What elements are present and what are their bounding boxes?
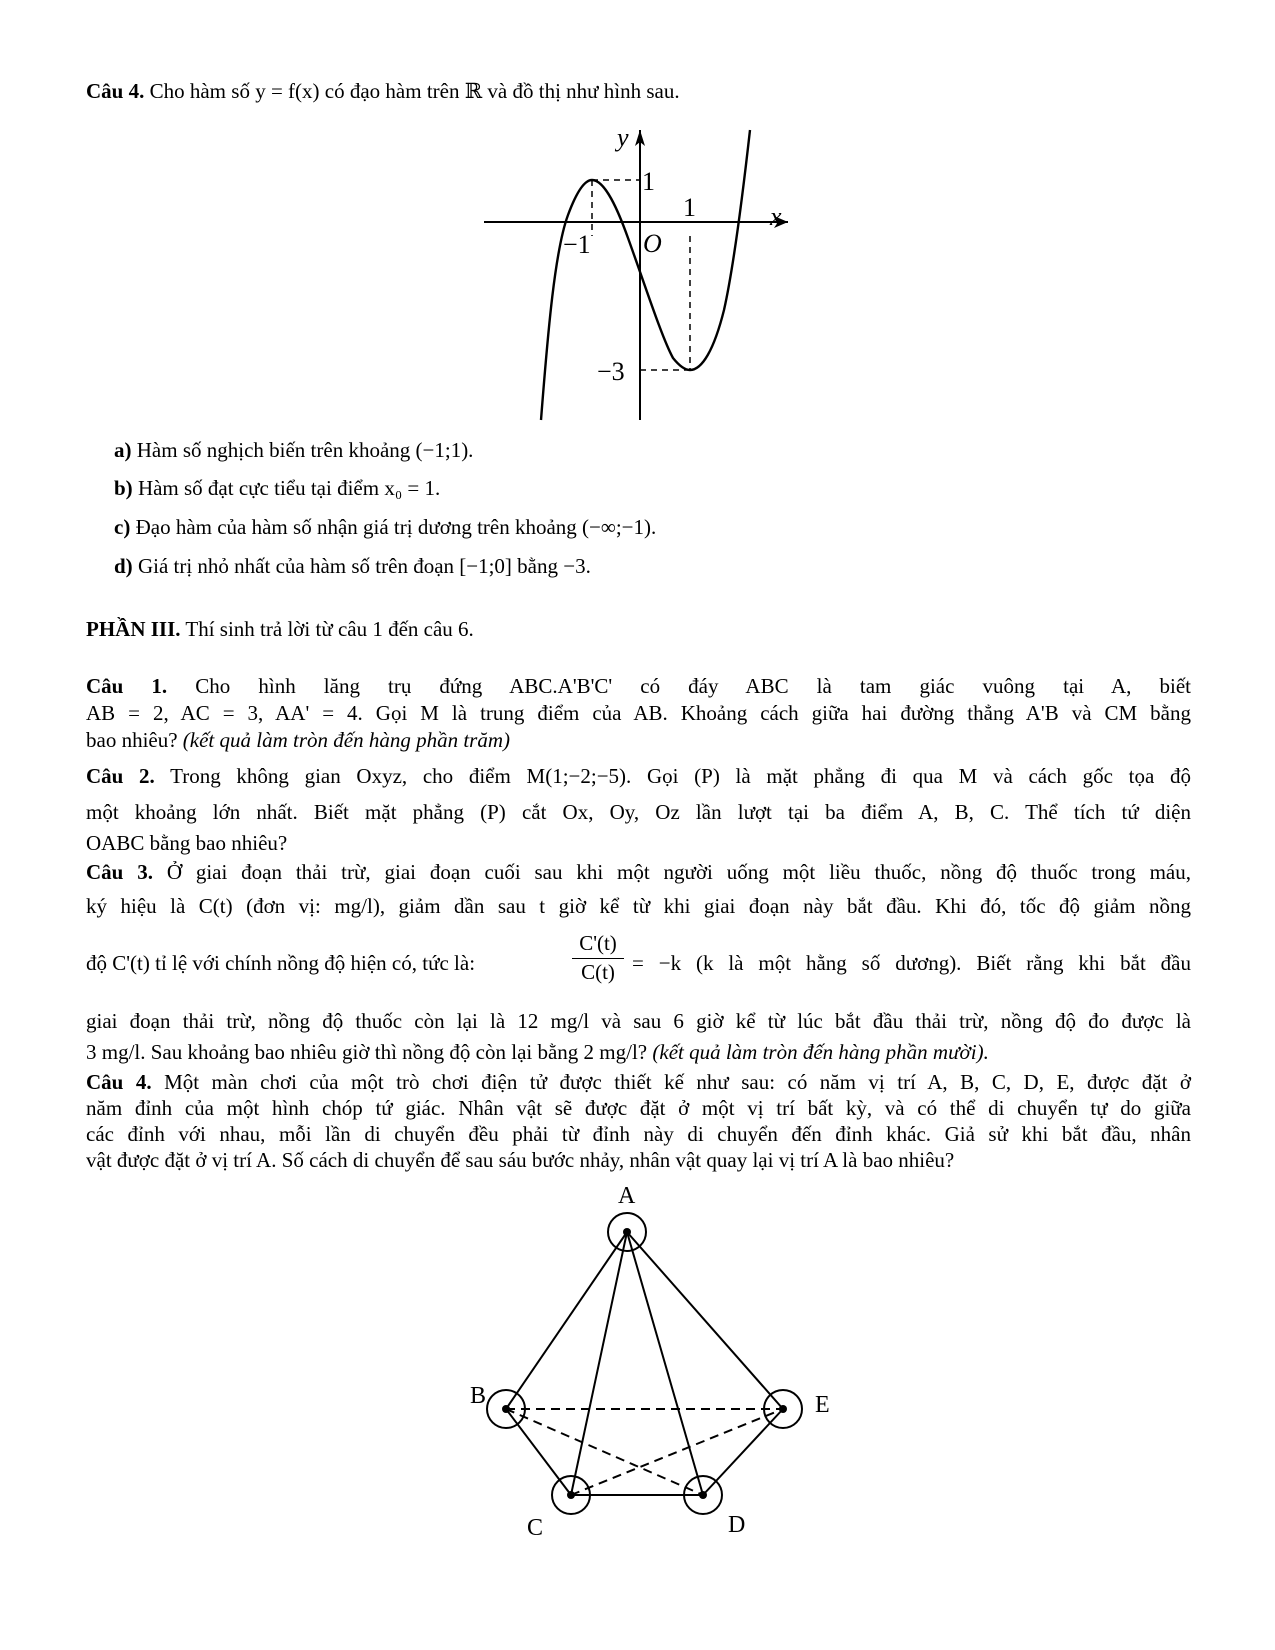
p3q3-line2: ký hiệu là C(t) (đơn vị: mg/l), giảm dần sau t giờ kể từ khi giai đoạn này bắt đầu. Khi đó, tốc độ giảm nồng — [86, 894, 1191, 918]
origin-label: O — [643, 229, 662, 258]
x-axis-label: x — [770, 202, 782, 231]
p3q4-line1: Câu 4. Một màn chơi của một trò chơi điện tử được thiết kế như sau: có năm vị trí A, B, C, D, E, được đặt ở — [86, 1070, 1191, 1094]
tick-label-neg3: −3 — [597, 357, 625, 386]
vertex-E-label: E — [815, 1392, 830, 1418]
p3q1-line3: bao nhiêu? (kết quả làm tròn đến hàng phần trăm) — [86, 728, 511, 752]
p3q3-line5: 3 mg/l. Sau khoảng bao nhiêu giờ thì nồng độ còn lại bằng 2 mg/l? (kết quả làm tròn đến hàng phần mười). — [86, 1040, 989, 1064]
vertex-A-label: A — [618, 1183, 636, 1209]
tick-label-neg1: −1 — [563, 230, 591, 259]
p3q4-line2: năm đỉnh của một hình chóp tứ giác. Nhân vật sẽ được đặt ở một vị trí bất kỳ, và có thể di chuyển tự do giữa — [86, 1096, 1191, 1120]
p3q3-line3b: = −k (k là một hằng số dương). Biết rằng khi bắt đầu — [632, 951, 1191, 975]
vertex-D-label: D — [728, 1512, 746, 1538]
q4-option-d: d) Giá trị nhỏ nhất của hàm số trên đoạn [−1;0] bằng −3. — [114, 554, 591, 578]
fraction-numerator: C'(t) — [579, 931, 617, 955]
p3q2-line2: một khoảng lớn nhất. Biết mặt phẳng (P) cắt Ox, Oy, Oz lần lượt tại ba điểm A, B, C. Thể tích tứ diện — [86, 800, 1191, 824]
q4-option-c: c) Đạo hàm của hàm số nhận giá trị dương trên khoảng (−∞;−1). — [114, 515, 657, 539]
p3q1-line2: AB = 2, AC = 3, AA' = 4. Gọi M là trung điểm của AB. Khoảng cách giữa hai đường thẳng A'B và CM bằng — [86, 701, 1191, 725]
p3q3-line4: giai đoạn thải trừ, nồng độ thuốc còn lại là 12 mg/l và sau 6 giờ kể từ lúc bắt đầu thải trừ, nồng độ đo được là — [86, 1009, 1191, 1033]
vertex-C-label: C — [527, 1515, 544, 1541]
p3q4-line4: vật được đặt ở vị trí A. Số cách di chuyển để sau sáu bước nhảy, nhân vật quay lại vị trí A là bao nhiêu? — [86, 1148, 955, 1172]
q4-option-a: a) Hàm số nghịch biến trên khoảng (−1;1). — [114, 438, 474, 462]
p3q2-line1: Câu 2. Trong không gian Oxyz, cho điểm M(1;−2;−5). Gọi (P) là mặt phẳng đi qua M và cách gốc tọa độ — [86, 764, 1191, 788]
vertex-E-dot — [779, 1405, 787, 1413]
q4-stem: Cho hàm số y = f(x) có đạo hàm trên ℝ và đồ thị như hình sau. — [149, 79, 680, 103]
edge-AE — [627, 1232, 783, 1409]
y-axis-label: y — [617, 123, 629, 152]
tick-label-x1: 1 — [683, 193, 696, 222]
fraction-denominator: C(t) — [581, 960, 615, 984]
p3q4-line3: các đỉnh với nhau, mỗi lần di chuyển đều phải từ đỉnh này di chuyển đến đỉnh khác. Giả sử khi bắt đầu, nhân — [86, 1122, 1191, 1146]
edge-BC — [506, 1409, 571, 1495]
vertex-C-dot — [567, 1491, 575, 1499]
vertex-A-dot — [623, 1228, 631, 1236]
q4-label: Câu 4. — [86, 79, 145, 103]
p3q1-line1: Câu 1. Cho hình lăng trụ đứng ABC.A'B'C' có đáy ABC là tam giác vuông tại A, biết — [86, 674, 1192, 698]
vertex-B-dot — [502, 1405, 510, 1413]
tick-label-1: 1 — [642, 167, 655, 196]
p3q3-line3a: độ C'(t) tỉ lệ với chính nồng độ hiện có, tức là: — [86, 951, 476, 975]
p3q3-line1: Câu 3. Ở giai đoạn thải trừ, giai đoạn cuối sau khi một người uống một liều thuốc, nồng độ thuốc trong máu, — [86, 860, 1191, 884]
p3q2-line3: OABC bằng bao nhiêu? — [86, 831, 288, 855]
edge-AD — [627, 1232, 703, 1495]
q4-option-b: b) Hàm số đạt cực tiểu tại điểm x₀ = 1. — [114, 476, 441, 500]
vertex-D-dot — [699, 1491, 707, 1499]
part3-heading: PHẦN III. Thí sinh trả lời từ câu 1 đến câu 6. — [86, 617, 474, 641]
edge-DE — [703, 1409, 783, 1495]
vertex-B-label: B — [470, 1383, 487, 1409]
